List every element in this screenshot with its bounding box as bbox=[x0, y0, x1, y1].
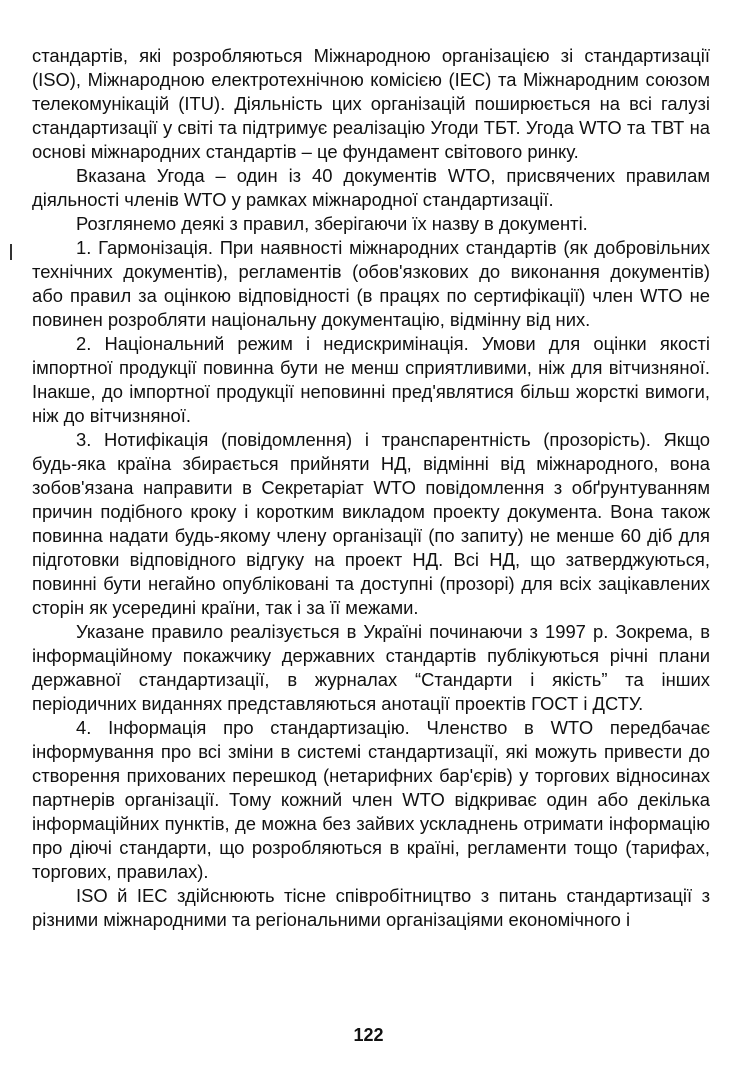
paragraph-7: Указане правило реалізується в Україні починаючи з 1997 р. Зокрема, в інформаційному покажчику державних стандартів публікуються річні плани державної стандартизації, в журналах “Стандарти і якість” та інших періодичних виданнях представляються анотації проектів ГОСТ і ДСТУ. bbox=[32, 621, 710, 714]
page-number: 122 bbox=[353, 1025, 384, 1045]
paragraph-1: стандартів, які розробляються Міжнародною організацією зі стандартизації (ISO), Міжнародною електротехнічною комісією (IEC) та Міжнародним союзом телекомунікацій (ITU). Діяльність цих організацій поширюється на всі галузі стандартизації у світі та підтримує реалізацію Угоди ТБТ. Угода WTO та ТВТ на основі міжнародних стандартів – це фундамент світового ринку. bbox=[32, 45, 710, 162]
page-body bbox=[32, 44, 710, 932]
paragraph-6: 3. Нотифікація (повідомлення) і транспарентність (прозорість). Якщо будь-яка країна збирається прийняти НД, відмінні від міжнародного, вона зобов'язана направити в Секретаріат WTO повідомлення з обґрунтуванням причин подібного кроку і коротким викладом проекту документа. Вона також повинна надати будь-якому члену організації (по запиту) не менше 60 діб для підготовки відповідного відгуку на проект НД. Всі НД, що затверджуються, повинні бути негайно опубліковані та доступні (прозорі) для всіх зацікавлених сторін як усередині країни, так і за її межами. bbox=[32, 429, 710, 618]
margin-mark bbox=[10, 244, 12, 260]
paragraph-9: ISO й IEC здійснюють тісне співробітництво з питань стандартизації з різними міжнародними та регіональними організаціями економічного і bbox=[32, 885, 710, 930]
paragraph-4: 1. Гармонізація. При наявності міжнародних стандартів (як добровільних технічних документів), регламентів (обов'язкових до виконання документів) або правил за оцінкою відповідності (в працях по сертифікації) член WTO не повинен розробляти національну документацію, відмінну від них. bbox=[32, 237, 710, 330]
paragraph-3: Розглянемо деякі з правил, зберігаючи їх назву в документі. bbox=[76, 213, 588, 234]
paragraph-2: Вказана Угода – один із 40 документів WTO, присвячених правилам діяльності членів WTO у рамках міжнародної стандартизації. bbox=[32, 165, 710, 210]
paragraph-5: 2. Національний режим і недискримінація. Умови для оцінки якості імпортної продукції повинна бути не менш сприятливими, ніж для вітчизняної. Інакше, до імпортної продукції неповинні пред'являтися більш жорсткі вимоги, ніж до вітчизняної. bbox=[32, 333, 710, 426]
paragraph-8: 4. Інформація про стандартизацію. Членство в WTO передбачає інформування про всі зміни в системі стандартизації, які можуть привести до створення прихованих перешкод (нетарифних бар'єрів) у торгових відносинах партнерів організації. Тому кожний член WTO відкриває один або декілька інформаційних пунктів, де можна без зайвих ускладнень отримати інформацію про діючі стандарти, що розробляються в країні, регламенти тощо (тарифах, торгових, правилах). bbox=[32, 717, 710, 882]
